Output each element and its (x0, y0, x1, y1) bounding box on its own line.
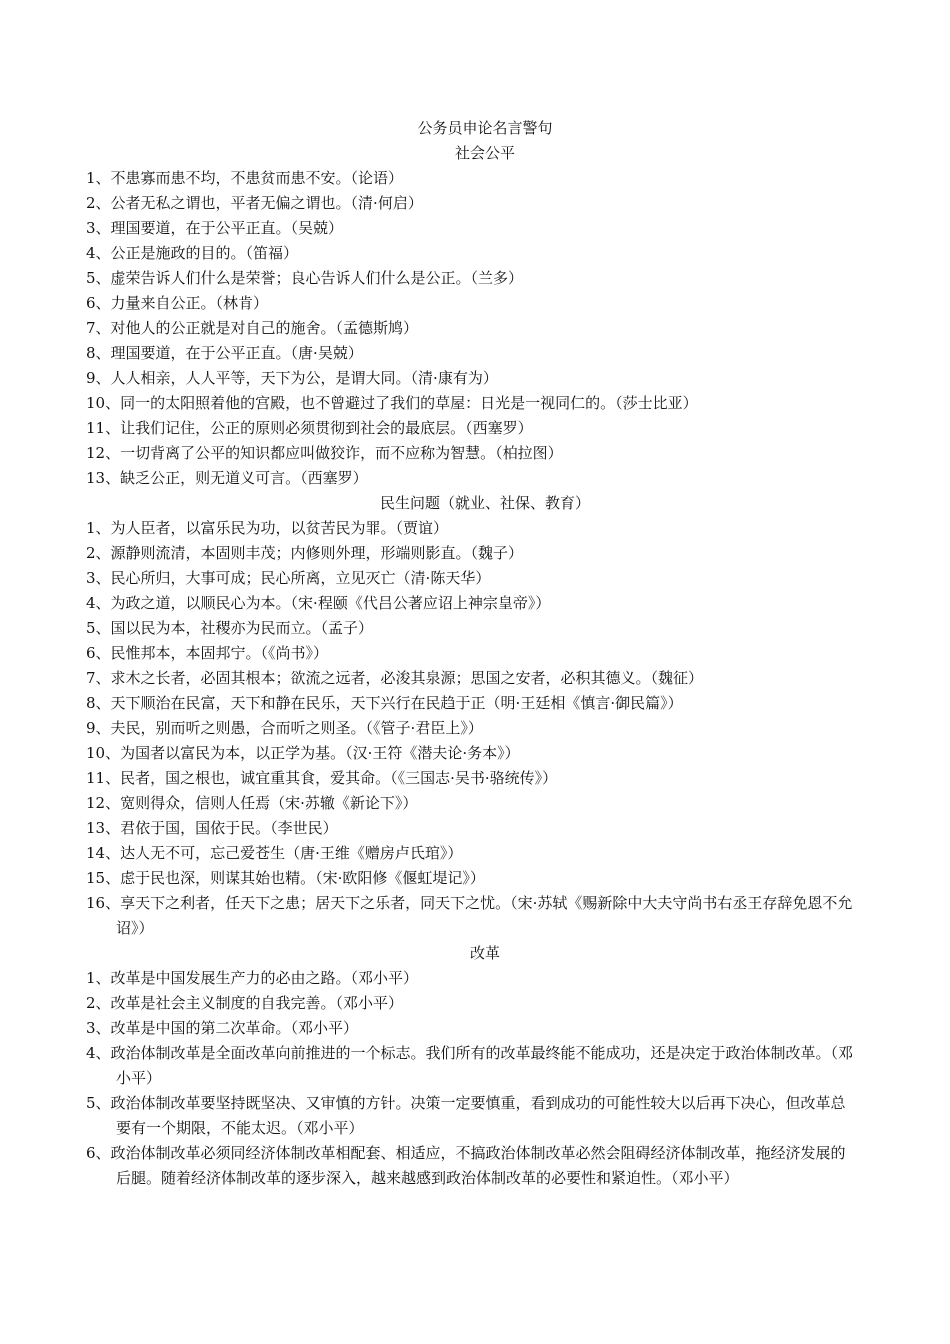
quote-text: 享天下之利者，任天下之患；居天下之乐者，同天下之忧。（宋·苏轼《赐新除中大夫守尚书右丞王存辞免恩不允诏》） (116, 894, 853, 937)
quote-number: 3、 (86, 569, 111, 587)
quote-item (86, 516, 856, 541)
quote-item (86, 1016, 856, 1041)
quote-text: 同一的太阳照着他的宫殿，也不曾避过了我们的草屋：日光是一视同仁的。（莎士比亚） (120, 394, 698, 412)
quote-item (86, 666, 856, 691)
quote-number: 6、 (86, 294, 111, 312)
quote-item (86, 441, 856, 466)
quote-number: 9、 (86, 719, 111, 737)
quote-text: 对他人的公正就是对自己的施舍。（孟德斯鸠） (110, 319, 419, 337)
quote-text: 政治体制改革必须同经济体制改革相配套、相适应，不搞政治体制改革必然会阻碍经济体制改革，拖经济发展的后腿。随着经济体制改革的逐步深入，越来越感到政治体制改革的必要性和紧迫性。（邓小平） (110, 1144, 846, 1187)
section (86, 141, 856, 491)
quote-number: 4、 (86, 594, 111, 612)
quote-text: 改革是社会主义制度的自我完善。（邓小平） (110, 994, 404, 1012)
quote-number: 7、 (86, 669, 111, 687)
quote-item (86, 741, 856, 766)
quote-number: 16、 (86, 894, 121, 912)
quote-item (86, 991, 856, 1016)
quote-text: 力量来自公正。（林肯） (110, 294, 269, 312)
quote-number: 5、 (86, 1094, 111, 1112)
quote-text: 民者，国之根也，诚宜重其食，爱其命。（《三国志·吴书·骆统传》） (120, 769, 558, 787)
quote-number: 3、 (86, 1019, 111, 1037)
quote-number: 6、 (86, 1144, 111, 1162)
document-title: 公务员申论名言警句 (417, 119, 553, 137)
quote-number: 15、 (86, 869, 121, 887)
quote-item (86, 791, 856, 816)
quote-text: 夫民，别而听之则愚，合而听之则圣。（《管子·君臣上》） (110, 719, 483, 737)
quote-item (86, 316, 856, 341)
quote-text: 公者无私之谓也，平者无偏之谓也。（清·何启） (110, 194, 423, 212)
quote-text: 民心所归，大事可成；民心所离，立见灭亡（清·陈天华） (110, 569, 491, 587)
quote-number: 4、 (86, 1044, 111, 1062)
quote-number: 11、 (86, 769, 121, 787)
quote-number: 1、 (86, 169, 111, 187)
quote-item (86, 1041, 856, 1091)
quote-text: 改革是中国的第二次革命。（邓小平） (110, 1019, 359, 1037)
quote-text: 虚荣告诉人们什么是荣誉；良心告诉人们什么是公正。（兰多） (110, 269, 524, 287)
quote-text: 一切背离了公平的知识都应叫做狡诈，而不应称为智慧。（柏拉图） (120, 444, 563, 462)
quote-number: 4、 (86, 244, 111, 262)
quote-text: 天下顺治在民富，天下和静在民乐，天下兴行在民趋于正（明·王廷相《慎言·御民篇》） (110, 694, 683, 712)
quote-text: 为政之道，以顺民心为本。（宋·程颐《代吕公著应诏上神宗皇帝》） (110, 594, 551, 612)
quote-text: 宽则得众，信则人任焉（宋·苏辙《新论下》） (120, 794, 418, 812)
quote-text: 改革是中国发展生产力的必由之路。（邓小平） (110, 969, 419, 987)
quote-text: 君依于国，国依于民。（李世民） (120, 819, 338, 837)
quote-item (86, 541, 856, 566)
quote-item (86, 866, 856, 891)
quote-number: 8、 (86, 694, 111, 712)
sections-container (86, 141, 856, 1191)
quote-text: 让我们记住，公正的原则必须贯彻到社会的最底层。（西塞罗） (120, 419, 533, 437)
quote-number: 12、 (86, 794, 121, 812)
quote-text: 源静则流清，本固则丰茂；内修则外理，形端则影直。（魏子） (110, 544, 524, 562)
quote-text: 公正是施政的目的。（笛福） (110, 244, 299, 262)
section (86, 491, 856, 941)
quote-text: 民惟邦本，本固邦宁。（《尚书》） (110, 644, 329, 662)
quote-item (86, 716, 856, 741)
quote-item (86, 1141, 856, 1191)
quote-number: 5、 (86, 269, 111, 287)
section-title: 社会公平 (454, 144, 515, 162)
quote-number: 5、 (86, 619, 111, 637)
quote-text: 政治体制改革是全面改革向前推进的一个标志。我们所有的改革最终能不能成功，还是决定于政治体制改革。（邓小平） (110, 1044, 854, 1087)
quote-number: 13、 (86, 469, 121, 487)
quote-item (86, 891, 856, 941)
quote-number: 10、 (86, 394, 121, 412)
quote-item (86, 291, 856, 316)
quote-text: 求木之长者，必固其根本；欲流之远者，必浚其泉源；思国之安者，必积其德义。（魏征） (110, 669, 704, 687)
quote-number: 11、 (86, 419, 121, 437)
quote-text: 国以民为本，社稷亦为民而立。（孟子） (110, 619, 374, 637)
quote-text: 理国要道，在于公平正直。（唐·吴兢） (110, 344, 363, 362)
quote-item (86, 391, 856, 416)
quote-number: 2、 (86, 994, 111, 1012)
quote-item (86, 1091, 856, 1141)
quote-text: 为国者以富民为本，以正学为基。（汉·王符《潜夫论·务本》） (120, 744, 520, 762)
quote-number: 13、 (86, 819, 121, 837)
quote-item (86, 216, 856, 241)
quote-number: 1、 (86, 519, 111, 537)
quote-item (86, 816, 856, 841)
section (86, 941, 856, 1191)
section-title: 改革 (469, 944, 500, 962)
quote-text: 虑于民也深，则谋其始也精。（宋·欧阳修《偃虹堤记》） (120, 869, 485, 887)
quote-number: 9、 (86, 369, 111, 387)
quote-item (86, 366, 856, 391)
quote-item (86, 166, 856, 191)
quote-item (86, 841, 856, 866)
quote-number: 10、 (86, 744, 121, 762)
quote-number: 2、 (86, 544, 111, 562)
document-page (86, 116, 856, 1191)
quote-item (86, 416, 856, 441)
quote-number: 14、 (86, 844, 121, 862)
quote-number: 7、 (86, 319, 111, 337)
quote-item (86, 641, 856, 666)
quote-text: 政治体制改革要坚持既坚决、又审慎的方针。决策一定要慎重，看到成功的可能性较大以后再下决心，但改革总要有一个期限，不能太迟。（邓小平） (110, 1094, 846, 1137)
quote-item (86, 191, 856, 216)
quote-text: 缺乏公正，则无道义可言。（西塞罗） (120, 469, 368, 487)
quote-item (86, 466, 856, 491)
quote-item (86, 691, 856, 716)
quote-item (86, 591, 856, 616)
quote-number: 8、 (86, 344, 111, 362)
quote-number: 6、 (86, 644, 111, 662)
quote-text: 人人相亲，人人平等，天下为公，是谓大同。（清·康有为） (110, 369, 498, 387)
quote-item (86, 566, 856, 591)
quote-item (86, 966, 856, 991)
quote-number: 3、 (86, 219, 111, 237)
quote-number: 12、 (86, 444, 121, 462)
section-title: 民生问题（就业、社保、教育） (379, 494, 590, 512)
quote-text: 理国要道，在于公平正直。（吴兢） (110, 219, 344, 237)
quote-item (86, 766, 856, 791)
quote-number: 2、 (86, 194, 111, 212)
quote-item (86, 266, 856, 291)
quote-item (86, 341, 856, 366)
quote-number: 1、 (86, 969, 111, 987)
quote-item (86, 616, 856, 641)
quote-text: 为人臣者，以富乐民为功，以贫苦民为罪。（贾谊） (110, 519, 449, 537)
quote-text: 达人无不可，忘己爱苍生（唐·王维《赠房卢氏琯》） (120, 844, 463, 862)
quote-text: 不患寡而患不均，不患贫而患不安。（论语） (110, 169, 404, 187)
quote-item (86, 241, 856, 266)
